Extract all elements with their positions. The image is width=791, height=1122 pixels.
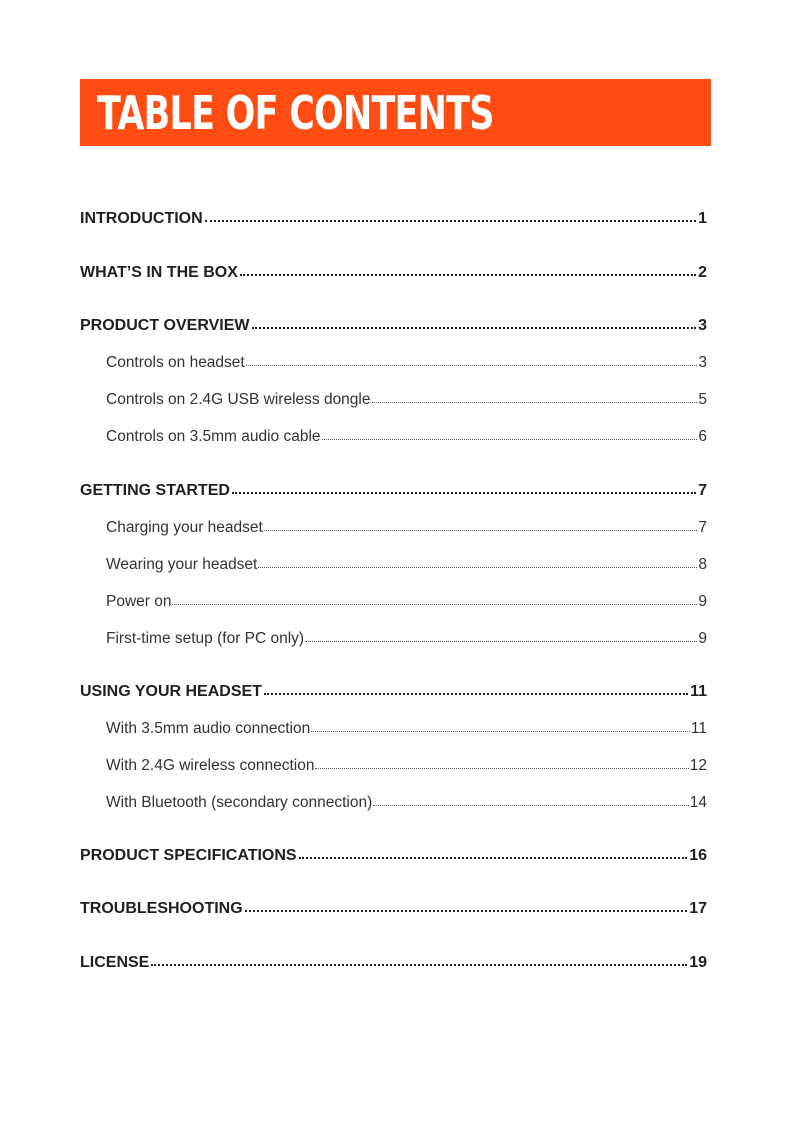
toc-page-number: 2: [698, 264, 707, 281]
toc-entry-with-3-5mm-audio[interactable]: [106, 720, 707, 738]
toc-page-number: 14: [689, 794, 707, 811]
toc-label: With 2.4G wireless connection: [106, 757, 315, 774]
toc-entry-getting-started[interactable]: [80, 482, 707, 500]
toc-label: Wearing your headset: [106, 556, 258, 573]
toc-page-number: 7: [698, 519, 707, 536]
toc-page-number: 19: [689, 954, 707, 971]
toc-label: PRODUCT SPECIFICATIONS: [80, 847, 297, 864]
toc-label: First-time setup (for PC only): [106, 630, 305, 647]
dot-leader: [264, 530, 698, 531]
toc-page-number: 11: [690, 683, 707, 700]
toc-label: Power on: [106, 593, 172, 610]
toc-page-number: 17: [689, 900, 707, 917]
dot-leader: [322, 439, 698, 440]
toc-page-number: 1: [698, 210, 707, 227]
toc-page-number: 9: [698, 630, 707, 647]
dot-leader: [264, 693, 688, 695]
page-title: TABLE OF CONTENTS: [97, 86, 494, 140]
toc-entry-first-time-setup[interactable]: [106, 630, 707, 648]
toc-page-number: 11: [690, 720, 707, 737]
dot-leader: [172, 604, 697, 605]
toc-entry-using-your-headset[interactable]: [80, 683, 707, 701]
toc-page-number: 8: [698, 556, 707, 573]
title-banner: [80, 79, 711, 146]
toc-entry-charging-your-headset[interactable]: [106, 519, 707, 537]
toc-page-number: 3: [698, 317, 707, 334]
toc-label: WHAT’S IN THE BOX: [80, 264, 238, 281]
dot-leader: [205, 220, 696, 222]
toc-label: LICENSE: [80, 954, 150, 971]
dot-leader: [151, 964, 687, 966]
toc-label: Controls on 2.4G USB wireless dongle: [106, 391, 371, 408]
toc-label: PRODUCT OVERVIEW: [80, 317, 250, 334]
toc-entry-with-2-4g-wireless[interactable]: [106, 757, 707, 775]
dot-leader: [299, 857, 688, 859]
dot-leader: [258, 567, 697, 568]
dot-leader: [372, 402, 698, 403]
toc-label: INTRODUCTION: [80, 210, 203, 227]
toc-entry-product-specifications[interactable]: [80, 847, 707, 865]
dot-leader: [252, 327, 697, 329]
toc-page-number: 6: [698, 428, 707, 445]
toc-entry-whats-in-the-box[interactable]: [80, 264, 707, 282]
toc-entry-troubleshooting[interactable]: [80, 900, 707, 918]
toc-entry-controls-on-dongle[interactable]: [106, 391, 707, 409]
dot-leader: [240, 274, 696, 276]
toc-label: With 3.5mm audio connection: [106, 720, 311, 737]
dot-leader: [245, 910, 688, 912]
dot-leader: [232, 492, 696, 494]
toc-page-number: 7: [698, 482, 707, 499]
toc-entry-product-overview[interactable]: [80, 317, 707, 335]
toc-page-number: 16: [689, 847, 707, 864]
toc-entry-controls-on-headset[interactable]: [106, 354, 707, 372]
toc-entry-wearing-your-headset[interactable]: [106, 556, 707, 574]
toc-label: GETTING STARTED: [80, 482, 230, 499]
toc-label: USING YOUR HEADSET: [80, 683, 262, 700]
toc-entry-controls-on-audio-cable[interactable]: [106, 428, 707, 446]
toc-label: With Bluetooth (secondary connection): [106, 794, 373, 811]
toc-entry-license[interactable]: [80, 954, 707, 972]
toc-entry-with-bluetooth[interactable]: [106, 794, 707, 812]
toc-label: Charging your headset: [106, 519, 263, 536]
dot-leader: [315, 768, 688, 769]
toc-entry-introduction[interactable]: [80, 210, 707, 228]
toc-page-number: 3: [698, 354, 707, 371]
toc-label: TROUBLESHOOTING: [80, 900, 243, 917]
dot-leader: [305, 641, 697, 642]
toc-page-number: 5: [698, 391, 707, 408]
toc-page-number: 9: [698, 593, 707, 610]
toc-page-number: 12: [689, 757, 707, 774]
toc-label: Controls on 3.5mm audio cable: [106, 428, 321, 445]
toc-label: Controls on headset: [106, 354, 245, 371]
dot-leader: [246, 365, 698, 366]
dot-leader: [373, 805, 689, 806]
dot-leader: [311, 731, 690, 732]
toc-entry-power-on[interactable]: [106, 593, 707, 611]
